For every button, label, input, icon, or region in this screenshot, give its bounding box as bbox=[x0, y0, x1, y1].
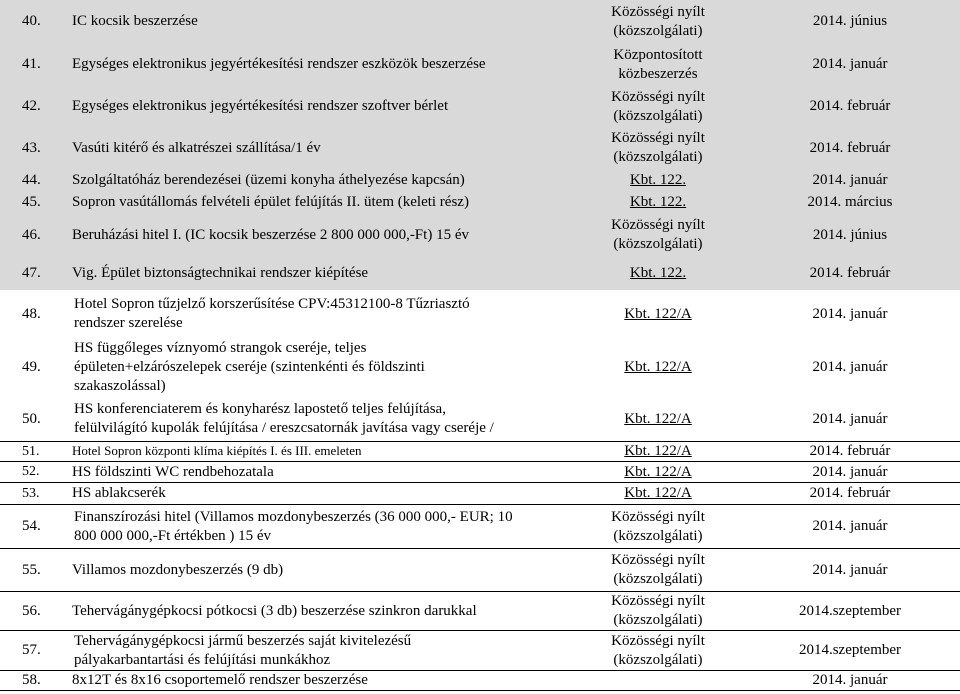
row-date: 2014. január bbox=[812, 410, 888, 427]
row-procedure: Kbt. 122/A bbox=[624, 485, 692, 502]
row-procedure: Kbt. 122/A bbox=[624, 463, 692, 480]
row-date: 2014. június bbox=[812, 13, 888, 30]
row-procedure: Közösségi nyílt (közszolgálati) bbox=[611, 552, 705, 587]
row-number: 42. bbox=[22, 98, 41, 115]
table-row bbox=[0, 290, 960, 338]
row-description: Villamos mozdonybeszerzés (9 db) bbox=[72, 561, 284, 578]
table-row bbox=[0, 169, 960, 191]
row-description: Tehervágánygépkocsi jármű beszerzés saját kivitelezésű pályakarbantartási és felújítási munkákhoz bbox=[74, 632, 412, 668]
row-number: 56. bbox=[22, 602, 41, 619]
row-number: 52. bbox=[22, 464, 40, 480]
row-number: 53. bbox=[22, 485, 40, 501]
row-number: 43. bbox=[22, 139, 41, 156]
row-procedure: Kbt. 122. bbox=[629, 171, 687, 188]
table-row bbox=[0, 43, 960, 86]
row-date: 2014. június bbox=[812, 226, 888, 243]
row-number: 57. bbox=[22, 642, 41, 659]
table-row bbox=[0, 548, 960, 591]
row-procedure: Közösségi nyílt (közszolgálati) bbox=[611, 593, 705, 628]
row-description: Egységes elektronikus jegyértékesítési rendszer szoftver bérlet bbox=[72, 98, 449, 115]
row-description: HS függőleges víznyomó strangok cseréje, teljes épületen+elzárószelepek cseréje (szintenkénti és földszinti szakaszolással) bbox=[74, 340, 425, 394]
row-description: Szolgáltatóház berendezései (üzemi konyha áthelyezése kapcsán) bbox=[72, 171, 465, 188]
row-procedure: Közösségi nyílt (közszolgálati) bbox=[611, 3, 705, 39]
table-row bbox=[0, 591, 960, 630]
row-date: 2014. január bbox=[812, 463, 888, 480]
table-row bbox=[0, 441, 960, 461]
row-description: Egységes elektronikus jegyértékesítési rendszer eszközök beszerzése bbox=[72, 56, 486, 73]
row-procedure: Kbt. 122/A bbox=[624, 410, 692, 427]
row-date: 2014.szeptember bbox=[798, 642, 902, 659]
row-date: 2014. január bbox=[812, 56, 888, 73]
row-description: Hotel Sopron tűzjelző korszerűsítése CPV:45312100-8 Tűzriasztó rendszer szerelése bbox=[74, 296, 470, 331]
row-description: 8x12T és 8x16 csoportemelő rendszer beszerzése bbox=[72, 672, 368, 689]
row-number: 47. bbox=[22, 265, 41, 282]
row-date: 2014. február bbox=[809, 265, 891, 282]
table-row bbox=[0, 670, 960, 691]
row-number: 58. bbox=[22, 672, 41, 689]
row-number: 49. bbox=[22, 359, 41, 376]
table-row bbox=[0, 338, 960, 397]
row-number: 45. bbox=[22, 193, 41, 210]
row-number: 40. bbox=[22, 13, 41, 30]
row-date: 2014. január bbox=[812, 672, 888, 689]
row-number: 44. bbox=[22, 171, 41, 188]
row-description: IC kocsik beszerzése bbox=[72, 13, 198, 30]
row-procedure: Kbt. 122. bbox=[629, 193, 687, 210]
row-date: 2014. január bbox=[812, 561, 888, 578]
row-procedure: Közösségi nyílt (közszolgálati) bbox=[611, 632, 705, 668]
row-date: 2014. március bbox=[807, 193, 893, 210]
table-row bbox=[0, 191, 960, 213]
row-number: 48. bbox=[22, 305, 41, 322]
row-date: 2014. február bbox=[809, 443, 891, 460]
row-number: 50. bbox=[22, 410, 41, 427]
row-date: 2014. február bbox=[809, 485, 891, 502]
row-date: 2014. január bbox=[812, 305, 888, 322]
row-procedure: Közösségi nyílt (közszolgálati) bbox=[611, 217, 705, 252]
row-procedure: Központosított közbeszerzés bbox=[613, 46, 703, 82]
row-procedure: Kbt. 122/A bbox=[624, 443, 692, 460]
row-procedure: Kbt. 122/A bbox=[624, 305, 692, 322]
row-description: Beruházási hitel I. (IC kocsik beszerzése 2 800 000 000,-Ft) 15 év bbox=[72, 226, 469, 243]
row-date: 2014.szeptember bbox=[798, 602, 902, 619]
table-row bbox=[0, 397, 960, 441]
row-number: 41. bbox=[22, 56, 41, 73]
row-description: HS ablakcserék bbox=[72, 485, 166, 502]
table-row bbox=[0, 0, 960, 43]
row-date: 2014. január bbox=[812, 518, 888, 535]
row-description: HS konferenciaterem és konyharész lapostető teljes felújítása, felülvilágító kupolák felújítása / ereszcsatornák javítása vagy cseréje / bbox=[74, 401, 494, 436]
table-row bbox=[0, 127, 960, 169]
row-number: 51. bbox=[22, 443, 40, 459]
row-date: 2014. január bbox=[812, 359, 888, 376]
row-date: 2014. február bbox=[809, 98, 891, 115]
row-procedure: Kbt. 122. bbox=[629, 265, 687, 282]
row-description: Sopron vasútállomás felvételi épület felújítás II. ütem (keleti rész) bbox=[72, 193, 469, 210]
row-number: 46. bbox=[22, 226, 41, 243]
row-number: 54. bbox=[22, 518, 41, 535]
row-procedure: Közösségi nyílt (közszolgálati) bbox=[611, 508, 705, 544]
row-description: Vig. Épület biztonságtechnikai rendszer kiépítése bbox=[72, 265, 369, 282]
row-procedure: Közösségi nyílt (közszolgálati) bbox=[611, 88, 705, 124]
table-row bbox=[0, 213, 960, 257]
row-description: Tehervágánygépkocsi pótkocsi (3 db) beszerzése szinkron darukkal bbox=[72, 602, 477, 619]
table-row bbox=[0, 482, 960, 504]
row-date: 2014. január bbox=[812, 171, 888, 188]
row-procedure: Kbt. 122/A bbox=[624, 359, 692, 376]
table-row bbox=[0, 630, 960, 670]
row-date: 2014. február bbox=[809, 139, 891, 156]
table-row bbox=[0, 257, 960, 290]
row-number: 55. bbox=[22, 561, 41, 578]
table-row bbox=[0, 504, 960, 548]
row-description: Finanszírozási hitel (Villamos mozdonybeszerzés (36 000 000,- EUR; 10 800 000 000,-Ft értékben ) 15 év bbox=[74, 508, 513, 544]
table-row bbox=[0, 461, 960, 482]
row-description: Vasúti kitérő és alkatrészei szállítása/1 év bbox=[72, 139, 321, 156]
table-row bbox=[0, 86, 960, 127]
row-procedure: Közösségi nyílt (közszolgálati) bbox=[611, 130, 705, 165]
row-description: HS földszinti WC rendbehozatala bbox=[72, 463, 274, 480]
row-description: Hotel Sopron központi klíma kiépítés I. és III. emeleten bbox=[72, 443, 362, 459]
